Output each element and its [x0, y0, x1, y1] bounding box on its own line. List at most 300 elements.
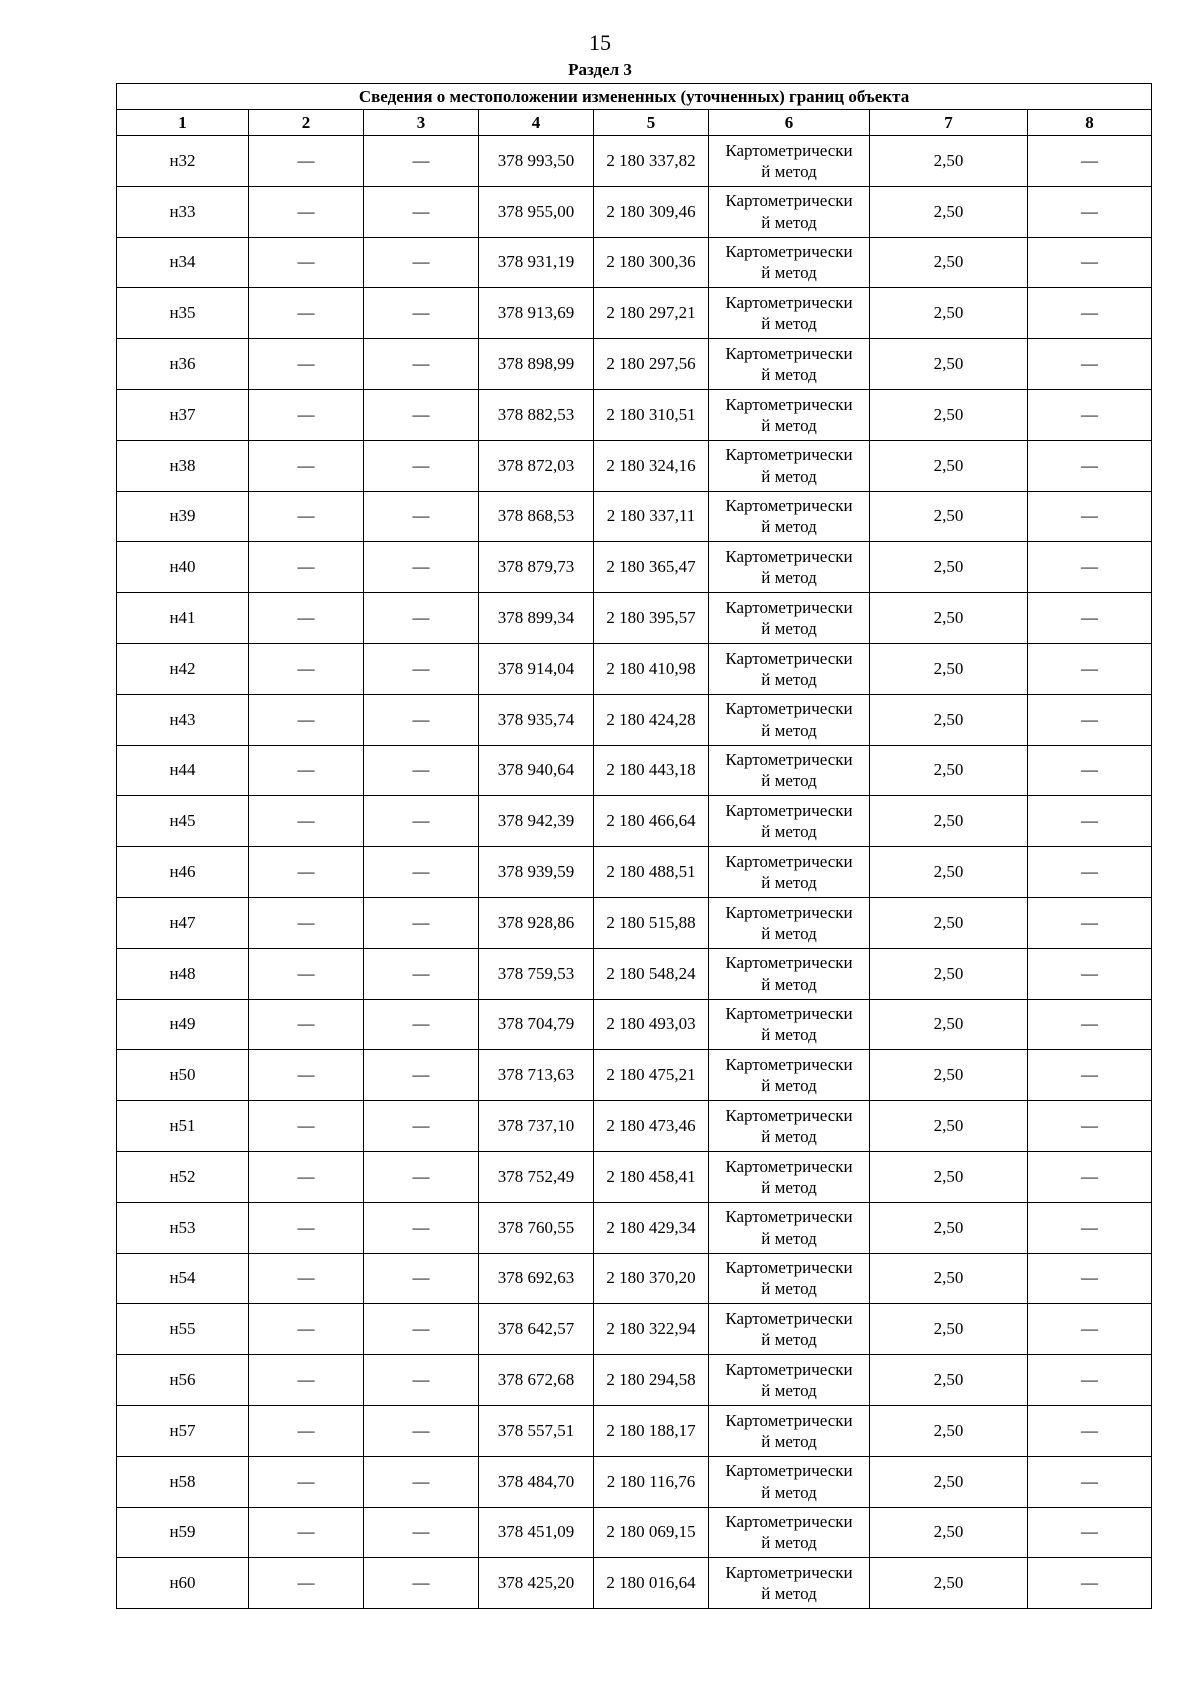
empty-cell: —: [249, 237, 364, 288]
method-line: Картометрически: [725, 750, 853, 770]
column-header: 4: [479, 110, 594, 136]
accuracy-cell: 2,50: [870, 1101, 1028, 1152]
y-coordinate-cell: 2 180 429,34: [594, 1202, 709, 1253]
empty-cell: —: [364, 1558, 479, 1609]
y-coordinate-cell: 2 180 309,46: [594, 186, 709, 237]
method-cell: [709, 745, 870, 796]
y-coordinate-cell: 2 180 493,03: [594, 999, 709, 1050]
point-name-cell: н47: [117, 897, 249, 948]
y-coordinate-cell: 2 180 424,28: [594, 694, 709, 745]
method-line: Картометрически: [725, 1562, 853, 1582]
empty-cell: —: [249, 1151, 364, 1202]
x-coordinate-cell: 378 935,74: [479, 694, 594, 745]
method-line: Картометрически: [725, 1359, 853, 1379]
method-cell: [709, 1456, 870, 1507]
table-row: [117, 1558, 1152, 1609]
empty-cell: —: [364, 745, 479, 796]
accuracy-cell: 2,50: [870, 1405, 1028, 1456]
x-coordinate-cell: 378 928,86: [479, 897, 594, 948]
x-coordinate-cell: 378 898,99: [479, 339, 594, 390]
accuracy-cell: 2,50: [870, 389, 1028, 440]
table-row: [117, 745, 1152, 796]
y-coordinate-cell: 2 180 300,36: [594, 237, 709, 288]
method-line: Картометрически: [725, 648, 853, 668]
table-body: [117, 136, 1152, 1609]
empty-cell: —: [1028, 897, 1152, 948]
y-coordinate-cell: 2 180 322,94: [594, 1304, 709, 1355]
method-line: Картометрически: [725, 445, 853, 465]
empty-cell: —: [1028, 796, 1152, 847]
empty-cell: —: [364, 643, 479, 694]
accuracy-cell: 2,50: [870, 237, 1028, 288]
method-line: й метод: [761, 1533, 817, 1553]
method-line: й метод: [761, 822, 817, 842]
method-line: Картометрически: [725, 1054, 853, 1074]
empty-cell: —: [1028, 1355, 1152, 1406]
accuracy-cell: 2,50: [870, 643, 1028, 694]
method-line: й метод: [761, 1482, 817, 1502]
boundary-table: [116, 83, 1152, 1609]
accuracy-cell: 2,50: [870, 796, 1028, 847]
empty-cell: —: [364, 389, 479, 440]
method-cell: [709, 288, 870, 339]
x-coordinate-cell: 378 557,51: [479, 1405, 594, 1456]
method-line: Картометрически: [725, 1156, 853, 1176]
method-line: Картометрически: [725, 496, 853, 516]
accuracy-cell: 2,50: [870, 440, 1028, 491]
method-line: й метод: [761, 1127, 817, 1147]
table-row: [117, 593, 1152, 644]
accuracy-cell: 2,50: [870, 1304, 1028, 1355]
empty-cell: —: [249, 389, 364, 440]
x-coordinate-cell: 378 942,39: [479, 796, 594, 847]
empty-cell: —: [364, 186, 479, 237]
empty-cell: —: [364, 1151, 479, 1202]
empty-cell: —: [249, 186, 364, 237]
point-name-cell: н37: [117, 389, 249, 440]
table-row: [117, 796, 1152, 847]
method-line: Картометрически: [725, 953, 853, 973]
empty-cell: —: [1028, 389, 1152, 440]
method-line: Картометрически: [725, 1308, 853, 1328]
point-name-cell: н60: [117, 1558, 249, 1609]
method-line: Картометрически: [725, 191, 853, 211]
accuracy-cell: 2,50: [870, 1355, 1028, 1406]
method-cell: [709, 440, 870, 491]
empty-cell: —: [364, 847, 479, 898]
x-coordinate-cell: 378 868,53: [479, 491, 594, 542]
x-coordinate-cell: 378 913,69: [479, 288, 594, 339]
method-cell: [709, 593, 870, 644]
point-name-cell: н52: [117, 1151, 249, 1202]
method-cell: [709, 643, 870, 694]
table-row: [117, 847, 1152, 898]
empty-cell: —: [249, 694, 364, 745]
y-coordinate-cell: 2 180 548,24: [594, 948, 709, 999]
accuracy-cell: 2,50: [870, 1507, 1028, 1558]
method-line: й метод: [761, 1228, 817, 1248]
empty-cell: —: [1028, 339, 1152, 390]
y-coordinate-cell: 2 180 410,98: [594, 643, 709, 694]
empty-cell: —: [364, 897, 479, 948]
empty-cell: —: [364, 288, 479, 339]
table-row: [117, 694, 1152, 745]
point-name-cell: н58: [117, 1456, 249, 1507]
table-row: [117, 186, 1152, 237]
method-line: Картометрически: [725, 394, 853, 414]
x-coordinate-cell: 378 882,53: [479, 389, 594, 440]
y-coordinate-cell: 2 180 337,82: [594, 136, 709, 187]
y-coordinate-cell: 2 180 297,56: [594, 339, 709, 390]
method-line: Картометрически: [725, 1512, 853, 1532]
method-line: й метод: [761, 517, 817, 537]
empty-cell: —: [1028, 694, 1152, 745]
method-line: Картометрически: [725, 1461, 853, 1481]
empty-cell: —: [1028, 542, 1152, 593]
method-cell: [709, 1507, 870, 1558]
x-coordinate-cell: 378 759,53: [479, 948, 594, 999]
table-row: [117, 1101, 1152, 1152]
empty-cell: —: [249, 1101, 364, 1152]
empty-cell: —: [249, 1253, 364, 1304]
point-name-cell: н51: [117, 1101, 249, 1152]
method-line: Картометрически: [725, 597, 853, 617]
y-coordinate-cell: 2 180 443,18: [594, 745, 709, 796]
x-coordinate-cell: 378 899,34: [479, 593, 594, 644]
y-coordinate-cell: 2 180 116,76: [594, 1456, 709, 1507]
accuracy-cell: 2,50: [870, 1050, 1028, 1101]
y-coordinate-cell: 2 180 337,11: [594, 491, 709, 542]
table-row: [117, 1304, 1152, 1355]
point-name-cell: н55: [117, 1304, 249, 1355]
method-line: Картометрически: [725, 1207, 853, 1227]
empty-cell: —: [1028, 440, 1152, 491]
column-header: 5: [594, 110, 709, 136]
empty-cell: —: [364, 542, 479, 593]
method-line: й метод: [761, 1025, 817, 1045]
method-line: й метод: [761, 314, 817, 334]
empty-cell: —: [1028, 1253, 1152, 1304]
method-cell: [709, 948, 870, 999]
x-coordinate-cell: 378 760,55: [479, 1202, 594, 1253]
empty-cell: —: [249, 643, 364, 694]
method-line: й метод: [761, 568, 817, 588]
table-caption: Сведения о местоположении измененных (уточненных) границ объекта: [117, 84, 1152, 110]
empty-cell: —: [1028, 948, 1152, 999]
empty-cell: —: [364, 136, 479, 187]
point-name-cell: н54: [117, 1253, 249, 1304]
point-name-cell: н44: [117, 745, 249, 796]
method-cell: [709, 1405, 870, 1456]
empty-cell: —: [1028, 745, 1152, 796]
y-coordinate-cell: 2 180 395,57: [594, 593, 709, 644]
empty-cell: —: [1028, 1304, 1152, 1355]
method-line: Картометрически: [725, 801, 853, 820]
method-line: й метод: [761, 263, 817, 283]
method-line: й метод: [761, 1584, 817, 1604]
method-line: й метод: [761, 415, 817, 435]
accuracy-cell: 2,50: [870, 897, 1028, 948]
point-name-cell: н32: [117, 136, 249, 187]
y-coordinate-cell: 2 180 297,21: [594, 288, 709, 339]
x-coordinate-cell: 378 425,20: [479, 1558, 594, 1609]
empty-cell: —: [1028, 1101, 1152, 1152]
table-row: [117, 1507, 1152, 1558]
method-cell: [709, 897, 870, 948]
empty-cell: —: [364, 694, 479, 745]
table-row: [117, 897, 1152, 948]
column-header: 6: [709, 110, 870, 136]
method-cell: [709, 237, 870, 288]
table-row: [117, 237, 1152, 288]
table-row: [117, 339, 1152, 390]
y-coordinate-cell: 2 180 475,21: [594, 1050, 709, 1101]
method-line: Картометрически: [725, 851, 853, 871]
x-coordinate-cell: 378 672,68: [479, 1355, 594, 1406]
x-coordinate-cell: 378 940,64: [479, 745, 594, 796]
table-row: [117, 948, 1152, 999]
column-header-row: [117, 110, 1152, 136]
method-cell: [709, 796, 870, 847]
accuracy-cell: 2,50: [870, 1456, 1028, 1507]
method-cell: [709, 136, 870, 187]
method-cell: [709, 1304, 870, 1355]
point-name-cell: н33: [117, 186, 249, 237]
empty-cell: —: [364, 1507, 479, 1558]
x-coordinate-cell: 378 872,03: [479, 440, 594, 491]
table-row: [117, 1456, 1152, 1507]
x-coordinate-cell: 378 737,10: [479, 1101, 594, 1152]
method-line: й метод: [761, 669, 817, 689]
method-cell: [709, 1151, 870, 1202]
point-name-cell: н41: [117, 593, 249, 644]
table-row: [117, 643, 1152, 694]
x-coordinate-cell: 378 955,00: [479, 186, 594, 237]
empty-cell: —: [249, 440, 364, 491]
point-name-cell: н38: [117, 440, 249, 491]
point-name-cell: н49: [117, 999, 249, 1050]
empty-cell: —: [249, 1355, 364, 1406]
empty-cell: —: [1028, 1507, 1152, 1558]
empty-cell: —: [364, 1304, 479, 1355]
accuracy-cell: 2,50: [870, 948, 1028, 999]
table-row: [117, 1050, 1152, 1101]
point-name-cell: н48: [117, 948, 249, 999]
y-coordinate-cell: 2 180 188,17: [594, 1405, 709, 1456]
empty-cell: —: [364, 339, 479, 390]
empty-cell: —: [1028, 491, 1152, 542]
empty-cell: —: [249, 948, 364, 999]
empty-cell: —: [364, 593, 479, 644]
empty-cell: —: [364, 1101, 479, 1152]
empty-cell: —: [249, 847, 364, 898]
empty-cell: —: [1028, 186, 1152, 237]
accuracy-cell: 2,50: [870, 491, 1028, 542]
method-line: Картометрически: [725, 1410, 853, 1430]
empty-cell: —: [249, 1558, 364, 1609]
table-row: [117, 1202, 1152, 1253]
method-cell: [709, 542, 870, 593]
empty-cell: —: [249, 1202, 364, 1253]
point-name-cell: н36: [117, 339, 249, 390]
method-cell: [709, 389, 870, 440]
method-line: й метод: [761, 1177, 817, 1197]
empty-cell: —: [1028, 1151, 1152, 1202]
x-coordinate-cell: 378 642,57: [479, 1304, 594, 1355]
point-name-cell: н59: [117, 1507, 249, 1558]
empty-cell: —: [249, 1405, 364, 1456]
method-cell: [709, 847, 870, 898]
page-number: 15: [589, 30, 611, 55]
table-row: [117, 491, 1152, 542]
point-name-cell: н39: [117, 491, 249, 542]
table-row: [117, 1355, 1152, 1406]
accuracy-cell: 2,50: [870, 186, 1028, 237]
accuracy-cell: 2,50: [870, 1202, 1028, 1253]
method-line: Картометрически: [725, 343, 853, 363]
x-coordinate-cell: 378 993,50: [479, 136, 594, 187]
empty-cell: —: [249, 999, 364, 1050]
empty-cell: —: [364, 237, 479, 288]
x-coordinate-cell: 378 451,09: [479, 1507, 594, 1558]
point-name-cell: н45: [117, 796, 249, 847]
empty-cell: —: [364, 1050, 479, 1101]
empty-cell: —: [1028, 593, 1152, 644]
accuracy-cell: 2,50: [870, 288, 1028, 339]
empty-cell: —: [249, 1507, 364, 1558]
empty-cell: —: [249, 1456, 364, 1507]
x-coordinate-cell: 378 692,63: [479, 1253, 594, 1304]
empty-cell: —: [249, 897, 364, 948]
method-cell: [709, 339, 870, 390]
point-name-cell: н53: [117, 1202, 249, 1253]
x-coordinate-cell: 378 931,19: [479, 237, 594, 288]
empty-cell: —: [1028, 1558, 1152, 1609]
accuracy-cell: 2,50: [870, 847, 1028, 898]
y-coordinate-cell: 2 180 488,51: [594, 847, 709, 898]
method-cell: [709, 999, 870, 1050]
method-line: Картометрически: [725, 140, 853, 160]
accuracy-cell: 2,50: [870, 745, 1028, 796]
empty-cell: —: [364, 1456, 479, 1507]
empty-cell: —: [364, 1253, 479, 1304]
empty-cell: —: [249, 288, 364, 339]
method-line: й метод: [761, 974, 817, 994]
table-row: [117, 1151, 1152, 1202]
empty-cell: —: [1028, 1405, 1152, 1456]
method-line: Картометрически: [725, 1004, 853, 1024]
point-name-cell: н34: [117, 237, 249, 288]
accuracy-cell: 2,50: [870, 1151, 1028, 1202]
method-line: й метод: [761, 1076, 817, 1096]
empty-cell: —: [364, 440, 479, 491]
y-coordinate-cell: 2 180 069,15: [594, 1507, 709, 1558]
method-cell: [709, 1558, 870, 1609]
column-header: 2: [249, 110, 364, 136]
empty-cell: —: [1028, 1202, 1152, 1253]
empty-cell: —: [249, 491, 364, 542]
method-line: й метод: [761, 1279, 817, 1299]
empty-cell: —: [249, 1050, 364, 1101]
column-header: 3: [364, 110, 479, 136]
table-row: [117, 136, 1152, 187]
accuracy-cell: 2,50: [870, 339, 1028, 390]
empty-cell: —: [1028, 643, 1152, 694]
x-coordinate-cell: 378 939,59: [479, 847, 594, 898]
method-cell: [709, 694, 870, 745]
point-name-cell: н50: [117, 1050, 249, 1101]
empty-cell: —: [249, 1304, 364, 1355]
empty-cell: —: [364, 948, 479, 999]
method-cell: [709, 1202, 870, 1253]
x-coordinate-cell: 378 713,63: [479, 1050, 594, 1101]
method-line: й метод: [761, 720, 817, 740]
point-name-cell: н57: [117, 1405, 249, 1456]
table-row: [117, 999, 1152, 1050]
empty-cell: —: [1028, 999, 1152, 1050]
empty-cell: —: [249, 796, 364, 847]
column-header: 1: [117, 110, 249, 136]
point-name-cell: н35: [117, 288, 249, 339]
method-line: й метод: [761, 466, 817, 486]
empty-cell: —: [1028, 1456, 1152, 1507]
accuracy-cell: 2,50: [870, 593, 1028, 644]
method-line: Картометрически: [725, 293, 853, 313]
column-header: 8: [1028, 110, 1152, 136]
empty-cell: —: [364, 796, 479, 847]
y-coordinate-cell: 2 180 458,41: [594, 1151, 709, 1202]
empty-cell: —: [249, 339, 364, 390]
point-name-cell: н40: [117, 542, 249, 593]
accuracy-cell: 2,50: [870, 1558, 1028, 1609]
table-row: [117, 440, 1152, 491]
y-coordinate-cell: 2 180 365,47: [594, 542, 709, 593]
method-line: Картометрически: [725, 242, 853, 262]
empty-cell: —: [249, 593, 364, 644]
method-cell: [709, 491, 870, 542]
table-row: [117, 1405, 1152, 1456]
empty-cell: —: [1028, 288, 1152, 339]
table-row: [117, 1253, 1152, 1304]
method-line: Картометрически: [725, 1105, 853, 1125]
empty-cell: —: [364, 1202, 479, 1253]
method-line: й метод: [761, 1381, 817, 1401]
table-row: [117, 288, 1152, 339]
method-cell: [709, 1253, 870, 1304]
y-coordinate-cell: 2 180 466,64: [594, 796, 709, 847]
point-name-cell: н42: [117, 643, 249, 694]
x-coordinate-cell: 378 879,73: [479, 542, 594, 593]
y-coordinate-cell: 2 180 310,51: [594, 389, 709, 440]
accuracy-cell: 2,50: [870, 694, 1028, 745]
x-coordinate-cell: 378 914,04: [479, 643, 594, 694]
method-line: й метод: [761, 619, 817, 639]
x-coordinate-cell: 378 752,49: [479, 1151, 594, 1202]
empty-cell: —: [249, 136, 364, 187]
method-cell: [709, 1101, 870, 1152]
y-coordinate-cell: 2 180 294,58: [594, 1355, 709, 1406]
method-line: й метод: [761, 1330, 817, 1350]
column-header: 7: [870, 110, 1028, 136]
method-cell: [709, 186, 870, 237]
method-cell: [709, 1050, 870, 1101]
accuracy-cell: 2,50: [870, 136, 1028, 187]
point-name-cell: н56: [117, 1355, 249, 1406]
method-line: Картометрически: [725, 547, 853, 567]
y-coordinate-cell: 2 180 016,64: [594, 1558, 709, 1609]
y-coordinate-cell: 2 180 515,88: [594, 897, 709, 948]
method-line: й метод: [761, 1431, 817, 1451]
